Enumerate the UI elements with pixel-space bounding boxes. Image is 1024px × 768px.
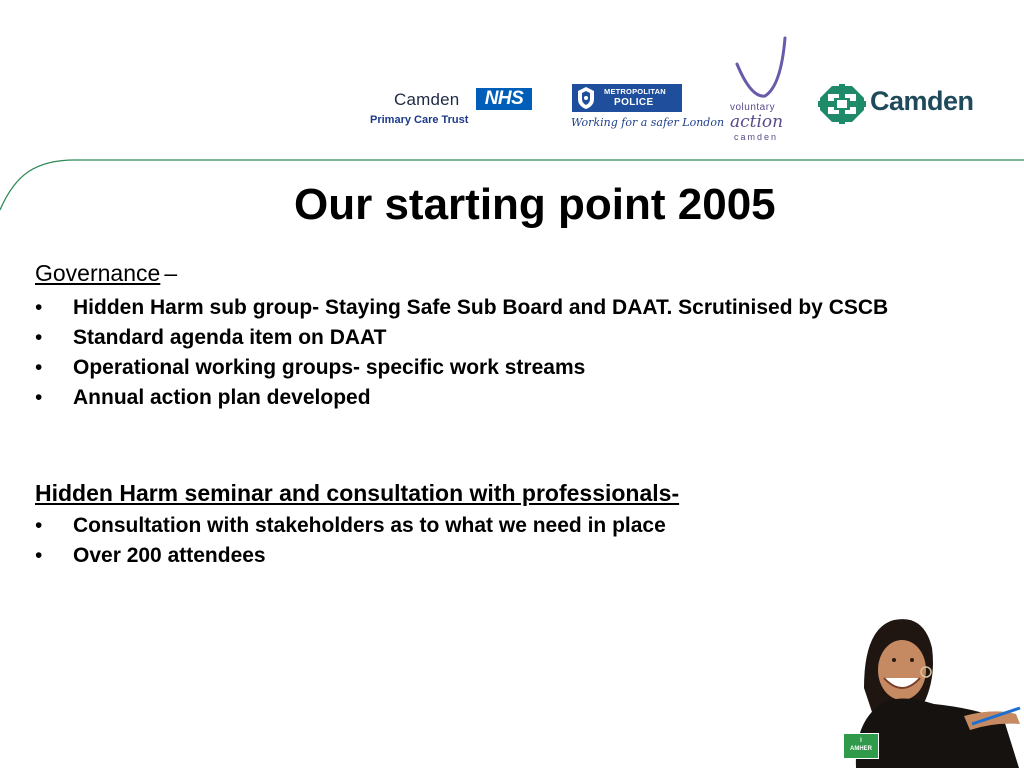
governance-list (35, 293, 975, 413)
camden-emblem-icon (818, 84, 866, 124)
met-police-banner (572, 84, 682, 112)
governance-heading (35, 260, 177, 287)
camden-text: Camden (870, 86, 974, 116)
list-item (35, 383, 975, 413)
bullet-icon: • (35, 386, 43, 409)
vac-line1: voluntary (730, 102, 776, 113)
bullet-icon: • (35, 356, 43, 379)
list-item (35, 511, 975, 541)
list-item (35, 353, 975, 383)
met-police-line1: METROPOLITAN (604, 87, 666, 96)
governance-dash: – (164, 260, 178, 286)
vac-line2: action (730, 112, 784, 132)
bullet-icon: • (35, 326, 43, 349)
list-item-text: Operational working groups- specific work streams (73, 356, 586, 379)
list-item (35, 293, 975, 323)
police-crest-icon (575, 86, 597, 110)
camden-pct-logo (370, 86, 535, 130)
governance-heading-text: Governance (35, 260, 161, 286)
vac-line3: camden (734, 132, 779, 142)
bullet-icon: • (35, 544, 43, 567)
met-police-line2: POLICE (614, 97, 654, 108)
nhs-logo: NHS (476, 88, 532, 110)
campaign-badge (843, 733, 879, 759)
list-item (35, 541, 975, 571)
camden-council-logo (818, 82, 998, 126)
pct-subtitle: Primary Care Trust (370, 114, 469, 126)
list-item-text: Over 200 attendees (73, 544, 266, 567)
list-item-text: Standard agenda item on DAAT (73, 326, 387, 349)
met-police-logo (570, 82, 725, 140)
list-item (35, 323, 975, 353)
list-item-text: Annual action plan developed (73, 386, 371, 409)
met-police-tagline: Working for a safer London (571, 116, 725, 129)
pct-camden-text: Camden (394, 90, 460, 109)
badge-line1: I (860, 738, 862, 744)
bullet-icon: • (35, 296, 43, 319)
hidden-harm-list (35, 511, 975, 571)
vac-swoosh-icon (725, 36, 795, 106)
bullet-icon: • (35, 514, 43, 537)
hidden-harm-heading: Hidden Harm seminar and consultation with professionals- (35, 480, 680, 506)
voluntary-action-camden-logo (725, 36, 795, 144)
list-item-text: Consultation with stakeholders as to what we need in place (73, 514, 666, 537)
list-item-text: Hidden Harm sub group- Staying Safe Sub Board and DAAT. Scrutinised by CSCB (73, 296, 889, 319)
badge-line2: AMHER (850, 746, 872, 752)
slide-title: Our starting point 2005 (294, 180, 776, 229)
